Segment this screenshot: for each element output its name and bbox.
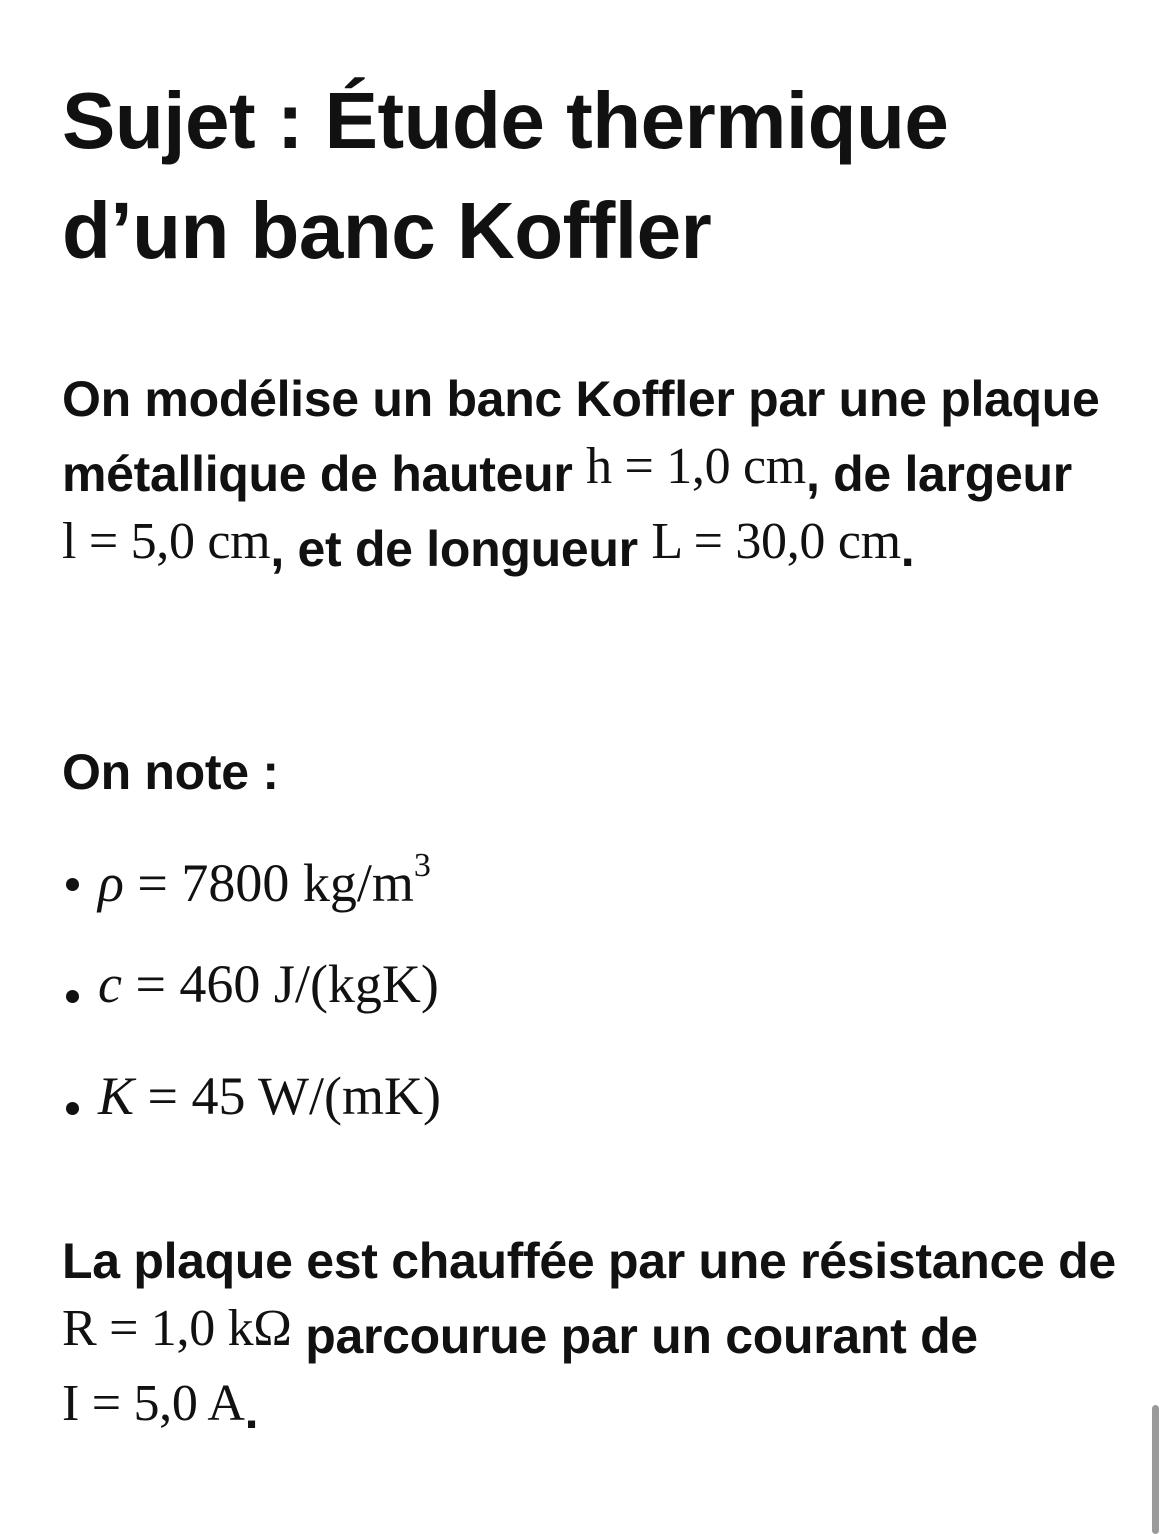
bullet-icon: [66, 1102, 79, 1115]
heating-paragraph: [62, 1224, 1132, 1449]
length-formula: L = 30,0 cm: [651, 513, 901, 570]
list-item: [62, 1056, 762, 1168]
intro-text-1: On modélise un banc Koffler par une plaque métallique de hauteur: [62, 371, 1100, 502]
heating-text-1: La plaque est chauffée par une résistance de: [62, 1233, 1116, 1289]
height-formula: h = 1,0 cm: [586, 438, 806, 495]
intro-paragraph: [62, 362, 1132, 587]
list-item: [62, 944, 762, 1056]
heat-capacity-formula: c = 460 J/(kgK): [98, 954, 439, 1014]
vertical-scrollbar[interactable]: [1152, 1405, 1159, 1534]
page-title: Sujet : Étude thermique d’un banc Koffler: [62, 76, 949, 275]
intro-text-2: , de largeur: [805, 446, 1072, 502]
intro-text-3: , et de longueur: [270, 521, 652, 577]
list-item: [62, 832, 762, 944]
density-formula: ρ = 7800 $kg/m^3$: [98, 847, 431, 913]
width-formula: l = 5,0 cm: [62, 513, 271, 570]
resistance-formula: R = 1,0 kΩ: [62, 1300, 292, 1357]
heating-text-2: parcourue par un courant de: [291, 1308, 978, 1364]
heating-text-3: .: [244, 1383, 259, 1439]
bullet-icon: [66, 878, 79, 891]
note-label: On note :: [62, 744, 279, 800]
current-formula: I = 5,0 A: [62, 1375, 245, 1432]
conductivity-formula: K = 45 W/(mK): [98, 1066, 441, 1126]
intro-text-4: .: [900, 521, 915, 577]
bullet-icon: [66, 990, 79, 1003]
parameter-list: [62, 832, 762, 1168]
